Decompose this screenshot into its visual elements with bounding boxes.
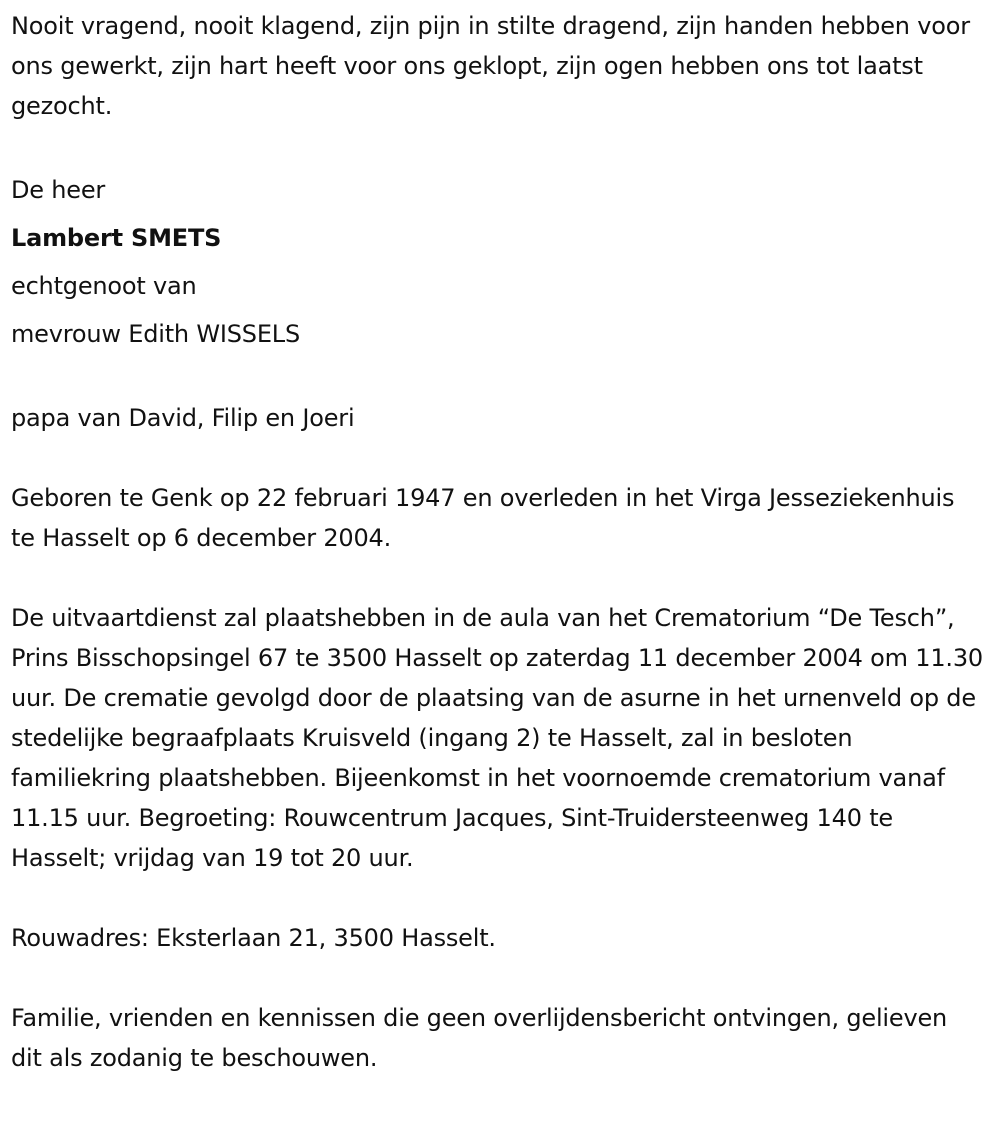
funeral-details: De uitvaartdienst zal plaatshebben in de aula van het Crematorium “De Tesch”, Prins Bisschopsingel 67 te 3500 Hasselt op zaterdag 11 december 2004 om 11.30 uur. De crematie gevolgd door de plaatsing van de asurne in het urnenveld op de stedelijke begraafplaats Kruisveld (ingang 2) te Hasselt, zal in besloten familiekring plaatshebben. Bijeenkomst in het voornoemde crematorium vanaf 11.15 uur. Begroeting: Rouwcentrum Jacques, Sint-Truidersteenweg 140 te Hasselt; vrijdag van 19 tot 20 uur. [11,604,983,872]
spacer [11,358,988,398]
birth-death-info: Geboren te Genk op 22 februari 1947 en overleden in het Virga Jesseziekenhuis te Hasselt op 6 december 2004. [11,484,955,552]
children-line: papa van David, Filip en Joeri [11,404,355,432]
spacer [11,438,988,478]
mourning-address: Rouwadres: Eksterlaan 21, 3500 Hasselt. [11,924,496,952]
closing-note: Familie, vrienden en kennissen die geen overlijdensbericht ontvingen, gelieven dit als zodanig te beschouwen. [11,1004,948,1072]
spacer [11,126,988,166]
spacer [11,878,988,918]
intro-poem: Nooit vragend, nooit klagend, zijn pijn in stilte dragend, zijn handen hebben voor ons gewerkt, zijn hart heeft voor ons geklopt, zijn ogen hebben ons tot laatst gezocht. [11,12,970,120]
spouse-name: mevrouw Edith WISSELS [11,320,301,348]
spacer [11,558,988,598]
deceased-name: Lambert SMETS [11,224,222,252]
salutation: De heer [11,176,106,204]
spacer [11,958,988,998]
spouse-label: echtgenoot van [11,272,197,300]
